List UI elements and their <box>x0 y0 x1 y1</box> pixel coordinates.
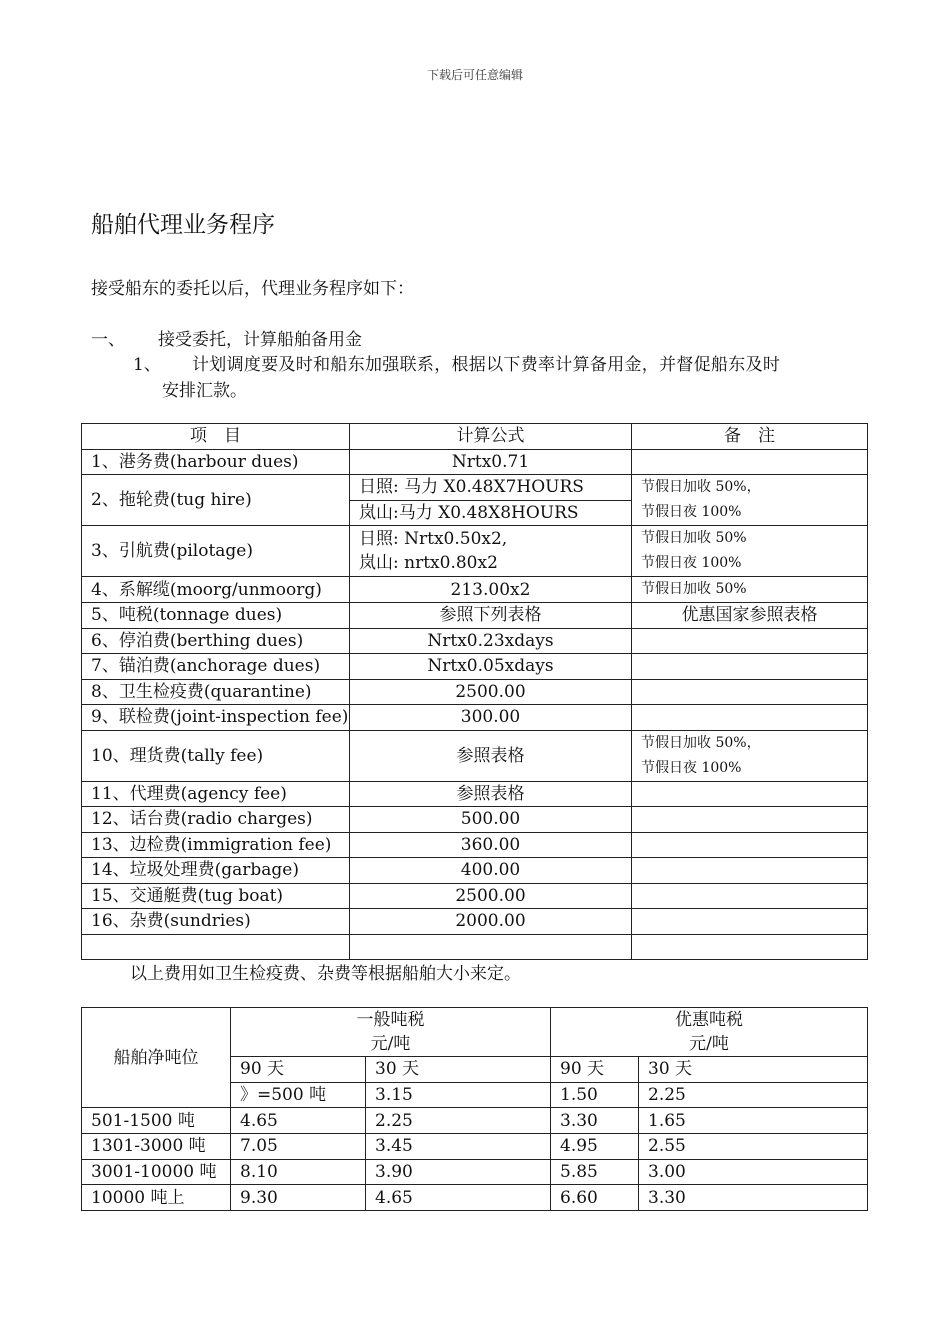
fee-note <box>632 475 868 526</box>
rate-cell: 5.85 <box>551 1159 639 1185</box>
table-row <box>82 1159 868 1185</box>
fee-note-line: 节假日加收 50%， <box>641 734 761 751</box>
rate-cell: 4.65 <box>231 1108 366 1134</box>
fee-note <box>632 628 868 654</box>
item-text: 计划调度要及时和船东加强联系，根据以下费率计算备用金，并督促船东及时 <box>192 355 781 375</box>
fee-note: 优惠国家参照表格 <box>632 603 868 629</box>
table-row <box>82 858 868 884</box>
rate-cell: 9.30 <box>231 1185 366 1211</box>
fee-formula: 参照表格 <box>350 730 632 781</box>
fee-note <box>632 781 868 807</box>
fee-note: 节假日加收 50% <box>632 577 868 603</box>
table-row <box>82 1185 868 1211</box>
column-header-note: 备 注 <box>632 424 868 450</box>
empty-cell <box>350 934 632 960</box>
fee-formula: Nrtx0.23xdays <box>350 628 632 654</box>
table-row <box>82 679 868 705</box>
section-number: 一、 <box>91 330 125 350</box>
table-row-empty <box>82 934 868 960</box>
fee-item: 1、港务费(harbour dues) <box>82 449 350 475</box>
rate-cell: 3.45 <box>366 1134 551 1160</box>
fee-note-line: 节假日夜 100% <box>641 759 742 776</box>
fee-note <box>632 730 868 781</box>
fee-table-note: 以上费用如卫生检疫费、杂费等根据船舶大小来定。 <box>130 964 521 984</box>
header-note: 下载后可任意编辑 <box>426 68 523 82</box>
table-row <box>82 449 868 475</box>
fee-formula: Nrtx0.71 <box>350 449 632 475</box>
fee-note <box>632 883 868 909</box>
fee-formula: 日照: 马力 X0.48X7HOURS <box>350 475 632 501</box>
fee-item: 9、联检费(joint-inspection fee) <box>82 705 350 731</box>
rate-cell: 2.55 <box>639 1134 868 1160</box>
table-header-row <box>82 424 868 450</box>
fee-note-line: 节假日加收 50%， <box>641 479 761 495</box>
table-header-row <box>82 1008 868 1057</box>
fee-item: 12、话台费(radio charges) <box>82 807 350 833</box>
fee-note <box>632 832 868 858</box>
rate-cell: 7.05 <box>231 1134 366 1160</box>
fee-formula: 岚山:马力 X0.48X8HOURS <box>350 500 632 526</box>
table-row <box>82 730 868 781</box>
column-header-net-tonnage: 船舶净吨位 <box>82 1008 231 1108</box>
fee-note-line: 节假日夜 100% <box>641 504 742 520</box>
fee-note <box>632 909 868 935</box>
tonnage-range: 10000 吨上 <box>82 1185 231 1211</box>
item-number: 1、 <box>133 355 161 375</box>
rate-cell: 3.90 <box>366 1159 551 1185</box>
table-row <box>82 909 868 935</box>
table-row <box>82 807 868 833</box>
fee-item: 13、边检费(immigration fee) <box>82 832 350 858</box>
table-row <box>82 1108 868 1134</box>
tonnage-range: 1301-3000 吨 <box>82 1134 231 1160</box>
column-header-formula: 计算公式 <box>350 424 632 450</box>
rate-cell: 8.10 <box>231 1159 366 1185</box>
rate-cell: 3.30 <box>639 1185 868 1211</box>
fee-note-line: 节假日夜 100% <box>641 555 742 571</box>
fee-formula: 2500.00 <box>350 883 632 909</box>
fee-item: 3、引航费(pilotage) <box>82 526 350 577</box>
subheader-cell: 90 天 <box>231 1057 366 1083</box>
table-row <box>82 654 868 680</box>
table-row <box>82 883 868 909</box>
subheader-cell: 30 天 <box>366 1057 551 1083</box>
tonnage-range: 3001-10000 吨 <box>82 1159 231 1185</box>
subheader-cell: 90 天 <box>551 1057 639 1083</box>
rate-cell: 3.15 <box>366 1082 551 1108</box>
fee-item: 7、锚泊费(anchorage dues) <box>82 654 350 680</box>
rate-cell: 2.25 <box>639 1082 868 1108</box>
item-text-continued: 安排汇款。 <box>162 381 247 401</box>
fee-formula: 2000.00 <box>350 909 632 935</box>
rate-cell: 1.65 <box>639 1108 868 1134</box>
rate-cell: 1.50 <box>551 1082 639 1108</box>
table-row <box>82 781 868 807</box>
fee-table <box>81 423 868 960</box>
rate-cell: 4.95 <box>551 1134 639 1160</box>
header-line: 一般吨税 <box>356 1010 425 1030</box>
fee-note-line: 节假日加收 50% <box>641 530 747 546</box>
column-header-general-tax <box>231 1008 551 1057</box>
table-row <box>82 628 868 654</box>
table-row <box>82 832 868 858</box>
fee-item: 2、拖轮费(tug hire) <box>82 475 350 526</box>
empty-cell <box>632 934 868 960</box>
fee-note <box>632 449 868 475</box>
fee-formula: 500.00 <box>350 807 632 833</box>
header-line: 元/吨 <box>689 1034 729 1054</box>
table-row <box>82 705 868 731</box>
rate-cell: 2.25 <box>366 1108 551 1134</box>
table-row <box>82 475 868 501</box>
fee-formula: 360.00 <box>350 832 632 858</box>
intro-text: 接受船东的委托以后，代理业务程序如下： <box>91 279 414 299</box>
fee-formula: Nrtx0.05xdays <box>350 654 632 680</box>
fee-formula: 参照表格 <box>350 781 632 807</box>
subheader-cell: 30 天 <box>639 1057 868 1083</box>
fee-formula: 400.00 <box>350 858 632 884</box>
fee-item: 4、系解缆(moorg/unmoorg) <box>82 577 350 603</box>
column-header-preferential-tax <box>551 1008 868 1057</box>
fee-item: 14、垃圾处理费(garbage) <box>82 858 350 884</box>
fee-formula: 300.00 <box>350 705 632 731</box>
table-row <box>82 1134 868 1160</box>
fee-formula: 213.00x2 <box>350 577 632 603</box>
fee-formula: 参照下列表格 <box>350 603 632 629</box>
table-row <box>82 526 868 577</box>
empty-cell <box>82 934 350 960</box>
section-heading: 接受委托，计算船舶备用金 <box>158 330 362 350</box>
tonnage-tax-table <box>81 1007 868 1211</box>
page-title: 船舶代理业务程序 <box>91 212 275 238</box>
fee-item: 16、杂费(sundries) <box>82 909 350 935</box>
rate-cell: 3.00 <box>639 1159 868 1185</box>
rate-cell: 4.65 <box>366 1185 551 1211</box>
fee-formula <box>350 526 632 577</box>
table-row <box>82 577 868 603</box>
column-header-item: 项 目 <box>82 424 350 450</box>
fee-item: 5、吨税(tonnage dues) <box>82 603 350 629</box>
fee-item: 6、停泊费(berthing dues) <box>82 628 350 654</box>
fee-item: 11、代理费(agency fee) <box>82 781 350 807</box>
fee-note <box>632 705 868 731</box>
fee-item: 8、卫生检疫费(quarantine) <box>82 679 350 705</box>
header-line: 优惠吨税 <box>675 1010 743 1030</box>
header-line: 元/吨 <box>370 1034 411 1054</box>
fee-note <box>632 858 868 884</box>
fee-item: 10、理货费(tally fee) <box>82 730 350 781</box>
fee-formula-line: 日照: Nrtx0.50x2, <box>359 529 508 549</box>
rate-cell: 3.30 <box>551 1108 639 1134</box>
fee-note <box>632 654 868 680</box>
fee-formula-line: 岚山: nrtx0.80x2 <box>359 553 498 573</box>
rate-cell: 6.60 <box>551 1185 639 1211</box>
fee-note <box>632 526 868 577</box>
table-row <box>82 603 868 629</box>
fee-item: 15、交通艇费(tug boat) <box>82 883 350 909</box>
tonnage-range: 》=500 吨 <box>231 1082 366 1108</box>
fee-note <box>632 679 868 705</box>
fee-formula: 2500.00 <box>350 679 632 705</box>
tonnage-range: 501-1500 吨 <box>82 1108 231 1134</box>
fee-note <box>632 807 868 833</box>
